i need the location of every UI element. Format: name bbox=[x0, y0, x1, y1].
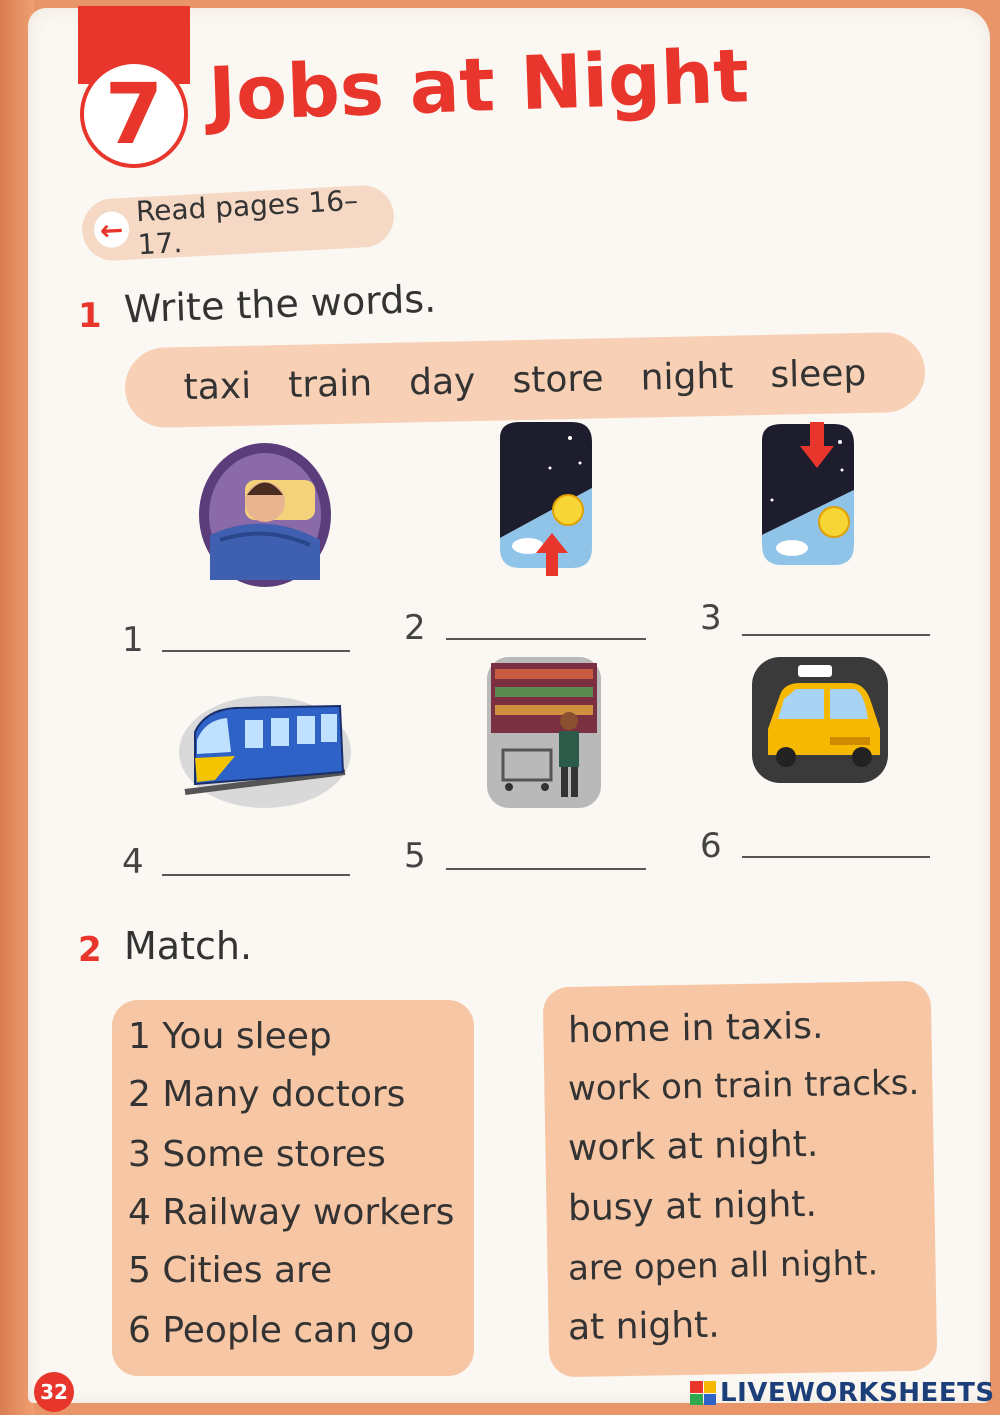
liveworksheets-logo bbox=[690, 1378, 995, 1408]
match-left-item[interactable]: 2 Many doctors bbox=[128, 1074, 406, 1115]
match-left-item[interactable]: 5 Cities are bbox=[128, 1250, 333, 1291]
page-number: 32 bbox=[34, 1372, 74, 1412]
match-right-item[interactable]: work on train tracks. bbox=[567, 1062, 920, 1110]
word-bank-item: train bbox=[287, 362, 373, 406]
answer-line-6[interactable] bbox=[742, 856, 930, 858]
item-number: 6 bbox=[700, 826, 722, 866]
sleeping-man-icon bbox=[195, 440, 335, 590]
match-left-item[interactable]: 3 Some stores bbox=[128, 1134, 386, 1175]
item-number: 2 bbox=[404, 608, 426, 648]
match-right-item[interactable]: work at night. bbox=[567, 1123, 819, 1170]
answer-line-5[interactable] bbox=[446, 868, 646, 870]
item-number: 1 bbox=[122, 620, 144, 660]
section2-number: 2 bbox=[78, 930, 102, 970]
taxi-icon bbox=[750, 655, 890, 785]
store-icon bbox=[485, 655, 603, 810]
match-left-item[interactable]: 1 You sleep bbox=[128, 1016, 332, 1057]
word-bank-item: store bbox=[512, 357, 604, 401]
item-number: 4 bbox=[122, 842, 144, 882]
answer-line-3[interactable] bbox=[742, 634, 930, 636]
match-right-item[interactable]: busy at night. bbox=[567, 1183, 818, 1230]
train-icon bbox=[175, 692, 355, 812]
read-pages-text: Read pages 16–17. bbox=[135, 183, 359, 262]
match-right-item[interactable]: are open all night. bbox=[567, 1243, 879, 1289]
answer-line-2[interactable] bbox=[446, 638, 646, 640]
sun-to-moon-icon bbox=[752, 420, 864, 570]
brand-text: LIVEWORKSHEETS bbox=[720, 1378, 995, 1408]
section2-title: Match. bbox=[124, 924, 253, 968]
match-right-item[interactable]: home in taxis. bbox=[567, 1005, 824, 1052]
arrow-left-icon: ← bbox=[93, 211, 130, 249]
moon-to-sun-icon bbox=[490, 418, 602, 583]
word-bank-item: night bbox=[640, 355, 734, 399]
section1-title: Write the words. bbox=[123, 276, 437, 332]
answer-line-4[interactable] bbox=[162, 874, 350, 876]
answer-line-1[interactable] bbox=[162, 650, 350, 652]
word-bank-item: day bbox=[408, 360, 476, 403]
unit-number: 7 bbox=[80, 60, 188, 168]
item-number: 3 bbox=[700, 598, 722, 638]
item-number: 5 bbox=[404, 836, 426, 876]
word-bank-item: taxi bbox=[183, 365, 252, 408]
match-left-item[interactable]: 4 Railway workers bbox=[128, 1192, 455, 1233]
word-bank-item: sleep bbox=[769, 352, 867, 396]
brand-grid-icon bbox=[690, 1381, 716, 1405]
section1-number: 1 bbox=[78, 296, 102, 336]
word-bank bbox=[124, 332, 926, 429]
page-title: Jobs at Night bbox=[206, 33, 751, 138]
match-left-item[interactable]: 6 People can go bbox=[128, 1310, 415, 1351]
match-right-item[interactable]: at night. bbox=[567, 1304, 721, 1349]
